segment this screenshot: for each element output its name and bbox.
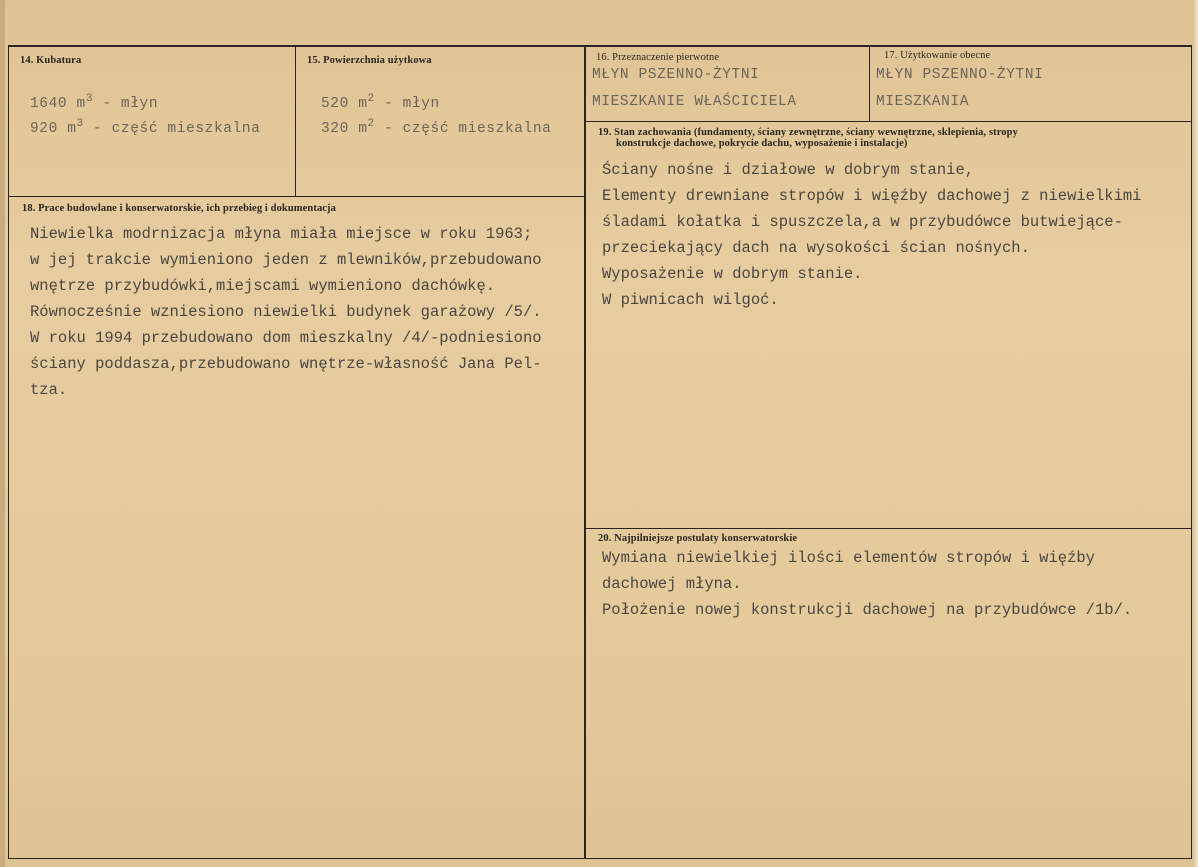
field-17-line-1: MŁYN PSZENNO-ŻYTNI bbox=[876, 67, 1044, 83]
rule-under-16-17 bbox=[585, 121, 1192, 122]
field-14-line-1 bbox=[30, 93, 159, 112]
field-19-label-line-2: konstrukcje dachowe, pokrycie dachu, wyposażenie i instalacje) bbox=[616, 138, 908, 149]
field-18-label: 18. Prace budowlane i konserwatorskie, ich przebieg i dokumentacja bbox=[22, 203, 337, 214]
text-line: Równocześnie wzniesiono niewielki budynek garażowy /5/. bbox=[30, 303, 542, 321]
left-rule bbox=[8, 45, 9, 859]
text-line: Niewielka modrnizacja młyna miała miejsce w roku 1963; bbox=[30, 225, 533, 243]
value-exponent: 2 bbox=[367, 118, 375, 130]
rule-under-14-15 bbox=[9, 196, 585, 197]
field-15-line-1 bbox=[321, 93, 440, 112]
field-16-line-2: MIESZKANIE WŁAŚCICIELA bbox=[592, 94, 797, 110]
rule-above-20 bbox=[585, 528, 1192, 529]
value-exponent: 3 bbox=[85, 93, 94, 105]
divider-14-15 bbox=[295, 47, 296, 197]
value-text: - część mieszkalna bbox=[374, 121, 552, 137]
right-rule bbox=[1191, 45, 1192, 859]
field-19-label-line-1: 19. Stan zachowania (fundamenty, ściany zewnętrzne, ściany wewnętrzne, sklepienia, stropy bbox=[598, 127, 1018, 138]
divider-16-17 bbox=[869, 47, 870, 121]
text-line: Elementy drewniane stropów i więźby dachowej z niewielkimi bbox=[602, 187, 1142, 205]
field-15-label: 15. Powierzchnia użytkowa bbox=[307, 55, 432, 66]
value-text: - część mieszkalna bbox=[83, 121, 261, 137]
text-line: Ściany nośne i działowe w dobrym stanie, bbox=[602, 161, 975, 179]
text-line: dachowej młyna. bbox=[602, 575, 742, 593]
field-17-line-2: MIESZKANIA bbox=[876, 94, 970, 110]
value-num: 320 m bbox=[321, 121, 368, 137]
field-19-text bbox=[602, 157, 1142, 313]
field-15-line-2 bbox=[321, 118, 552, 137]
top-rule bbox=[8, 45, 1192, 47]
text-line: Położenie nowej konstrukcji dachowej na przybudówce /1b/. bbox=[602, 601, 1133, 619]
field-20-label: 20. Najpilniejsze postulaty konserwatorskie bbox=[598, 533, 798, 544]
text-line: ściany poddasza,przebudowano wnętrze-własność Jana Pel- bbox=[30, 355, 542, 373]
text-line: Wymiana niewielkiej ilości elementów stropów i więźby bbox=[602, 549, 1095, 567]
field-14-label: 14. Kubatura bbox=[20, 55, 82, 66]
value-num: 1640 m bbox=[30, 96, 86, 112]
divider-main bbox=[584, 47, 586, 859]
value-exponent: 3 bbox=[76, 118, 84, 130]
field-14-line-2 bbox=[30, 118, 261, 137]
card-right-edge bbox=[1192, 0, 1198, 867]
text-line: W roku 1994 przebudowano dom mieszkalny /4/-podniesiono bbox=[30, 329, 542, 347]
field-16-line-1: MŁYN PSZENNO-ŻYTNI bbox=[592, 67, 760, 83]
field-17-label: 17. Użytkowanie obecne bbox=[884, 50, 991, 61]
text-line: Wyposażenie w dobrym stanie. bbox=[602, 265, 863, 283]
value-num: 920 m bbox=[30, 121, 77, 137]
text-line: tza. bbox=[30, 381, 68, 399]
text-line: śladami kołatka i spuszczela,a w przybudówce butwiejące- bbox=[602, 213, 1123, 231]
bottom-rule bbox=[8, 858, 1192, 859]
field-16-label: 16. Przeznaczenie pierwotne bbox=[596, 52, 720, 63]
text-line: w jej trakcie wymieniono jeden z mlewników,przebudowano bbox=[30, 251, 542, 269]
text-line: wnętrze przybudówki,miejscami wymieniono dachówkę. bbox=[30, 277, 496, 295]
value-text: - młyn bbox=[93, 96, 159, 112]
field-18-text bbox=[30, 221, 542, 403]
value-exponent: 2 bbox=[367, 93, 375, 105]
card-left-edge bbox=[0, 0, 5, 867]
value-num: 520 m bbox=[321, 96, 368, 112]
field-20-text bbox=[602, 545, 1132, 623]
text-line: przeciekający dach na wysokości ścian nośnych. bbox=[602, 239, 1030, 257]
text-line: W piwnicach wilgoć. bbox=[602, 291, 779, 309]
value-text: - młyn bbox=[374, 96, 440, 112]
